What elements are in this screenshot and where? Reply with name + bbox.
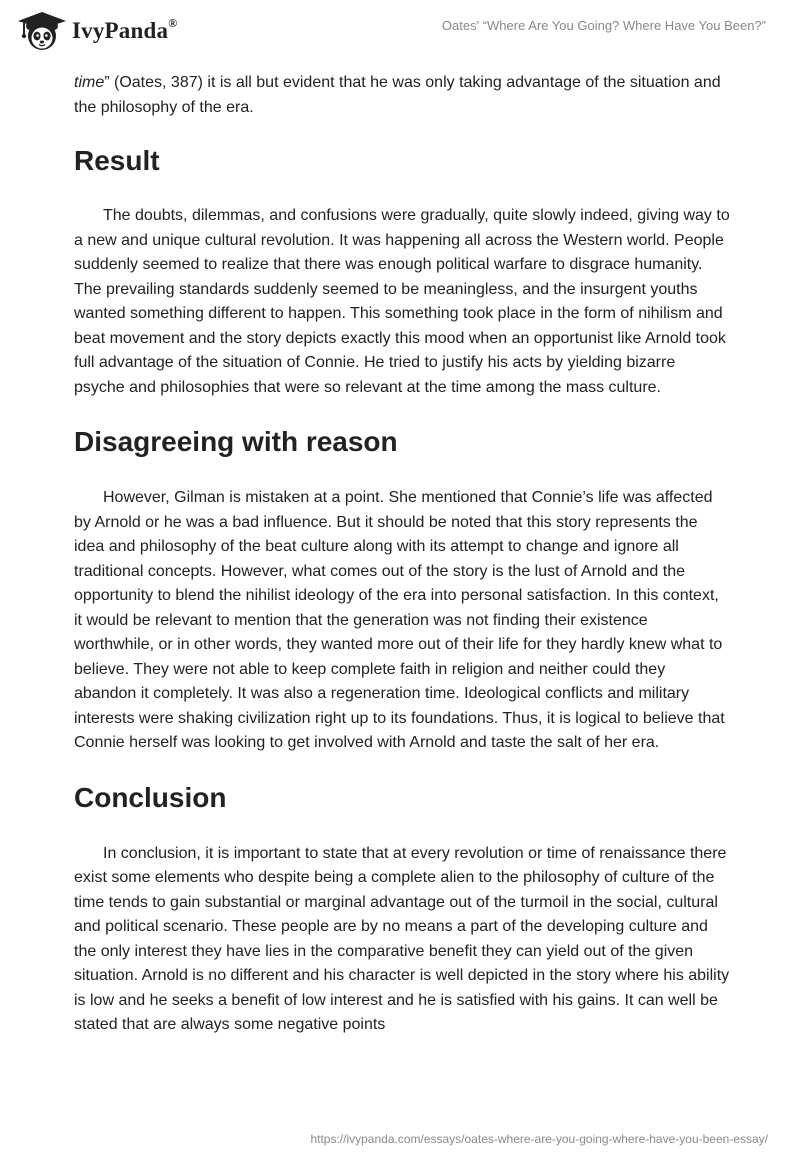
- disagreeing-paragraph: However, Gilman is mistaken at a point. She mentioned that Connie’s life was affected by Arnold or he was a bad influence. But it should be noted that this story represents the idea and philosophy of the beat culture along with its attempt to change and ignore all traditional concepts. However, what comes out of the story is the lust of Arnold and the opportunity to blend the nihilist ideology of the era into personal satisfaction. In this context, it would be relevant to mention that the generation was not finding their existence worthwhile, or in other words, they wanted more out of their life for they hardly knew what to believe. They were not able to keep complete faith in religion and neither could they abandon it completely. It was also a regeneration time. Ideological conflicts and military interests were shaking civilization right up to its foundations. Thus, it is logical to believe that Connie herself was looking to get involved with Arnold and taste the salt of her era.: [74, 489, 725, 751]
- panda-graduate-icon: [14, 9, 66, 53]
- section-heading-conclusion: Conclusion: [74, 781, 227, 813]
- brand-name: IvyPanda®: [72, 16, 178, 43]
- result-paragraph: The doubts, dilemmas, and confusions were gradually, quite slowly indeed, giving way to a new and unique cultural revolution. It was happening all across the Western world. People suddenly seemed to realize that there was enough political warfare to disgrace humanity. The prevailing standards suddenly seemed to be meaningless, and the insurgent youths wanted something different to happen. This something took place in the form of nihilism and beat movement and the story depicts exactly this mood when an opportunist like Arnold took full advantage of the situation of Connie. He tried to justify his acts by yielding bizarre psyche and philosophies that were so relevant at the time among the mass culture.: [74, 207, 730, 396]
- conclusion-paragraph: In conclusion, it is important to state that at every revolution or time of renaissance there exist some elements who despite being a complete alien to the philosophy of culture of the time tends to gain substantial or marginal advantage out of the turmoil in the social, cultural and political scenario. These people are by no means a part of the developing culture and the only interest they have lies in the comparative benefit they can yield out of the given situation. Arnold is no different and his character is well depicted in the story where his ability is low and he seeks a benefit of low interest and he is satisfied with his gains. It can well be stated that are always some negative points: [74, 844, 730, 1033]
- essay-content: [74, 71, 730, 1038]
- page-header: [0, 0, 800, 62]
- intro-italic: time: [74, 74, 105, 91]
- source-url-link[interactable]: https://ivypanda.com/essays/oates-where-are-you-going-where-have-you-been-essay/: [310, 1132, 768, 1146]
- section-heading-result: Result: [74, 145, 160, 176]
- section-heading-disagreeing: Disagreeing with reason: [74, 426, 398, 457]
- running-title: Oates' “Where Are You Going? Where Have You Been?”: [441, 18, 766, 33]
- intro-text: ” (Oates, 387) it is all but evident that he was only taking advantage of the situation and the philosophy of the era.: [74, 74, 721, 116]
- brand-logo[interactable]: [14, 9, 177, 53]
- intro-paragraph: [74, 71, 730, 120]
